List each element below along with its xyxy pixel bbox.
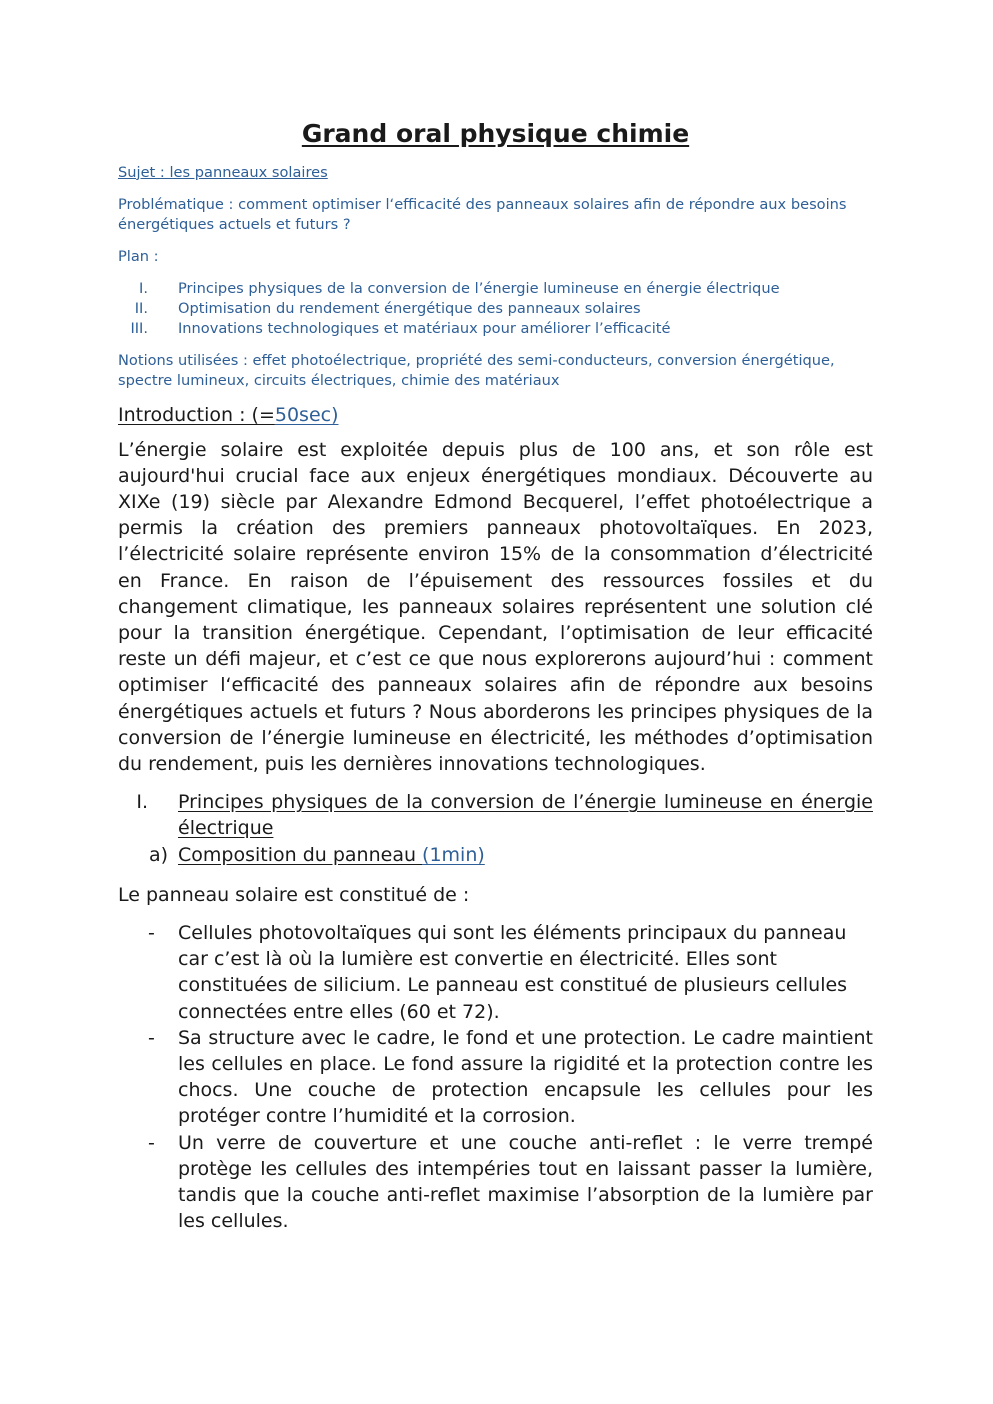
plan-item-text: Innovations technologiques et matériaux pour améliorer l’efficacité: [178, 319, 671, 337]
problematique: Problématique : comment optimiser l‘efficacité des panneaux solaires afin de répondre aux besoins énergétiques actuels et futurs ?: [118, 195, 847, 233]
intro-heading: [118, 403, 873, 427]
list-item-text: Cellules photovoltaïques qui sont les éléments principaux du panneau car c’est là où la lumière est convertie en électricité. Elles sont constituées de silicium. Le panneau est constitué de plusieurs cellules connectées entre elles (60 et 72).: [178, 921, 848, 1023]
document-page: [118, 118, 873, 1234]
intro-time: 50sec): [274, 403, 339, 426]
section-1-number: I.: [136, 791, 148, 814]
list-item-text: Sa structure avec le cadre, le fond et une protection. Le cadre maintient les cellules en place. Le fond assure la rigidité et la protection contre les chocs. Une couche de protection encapsule les cellules pour les protéger contre l’humidité et la corrosion.: [178, 1026, 873, 1128]
plan-item-number: II.: [134, 299, 148, 317]
subsection-a-time: (1min): [422, 843, 485, 866]
composition-intro: Le panneau solaire est constitué de :: [118, 883, 470, 906]
section-1-title: Principes physiques de la conversion de l’énergie lumineuse en énergie électrique: [178, 791, 873, 840]
dash-bullet: -: [148, 1131, 155, 1154]
plan-item-number: I.: [139, 279, 148, 297]
subject-line: Sujet : les panneaux solaires: [118, 163, 328, 181]
list-item: [118, 1025, 873, 1130]
composition-list: [118, 920, 873, 1234]
plan-list: [118, 279, 873, 339]
subsection-a-number: a): [148, 843, 168, 866]
plan-label: Plan :: [118, 247, 159, 265]
intro-label: Introduction : (=: [118, 403, 275, 426]
plan-item: [118, 299, 873, 319]
list-item: [118, 1130, 873, 1235]
section-1-heading: [118, 789, 873, 841]
plan-item-number: III.: [130, 319, 148, 337]
list-item: [118, 920, 873, 1025]
subsection-a-heading: [118, 842, 873, 868]
plan-item-text: Principes physiques de la conversion de l’énergie lumineuse en énergie électrique: [178, 279, 780, 297]
dash-bullet: -: [148, 921, 155, 944]
plan-item: [118, 319, 873, 339]
plan-item: [118, 279, 873, 299]
document-title: Grand oral physique chimie: [301, 119, 690, 148]
notions: Notions utilisées : effet photoélectrique, propriété des semi-conducteurs, conversion énergétique, spectre lumineux, circuits électriques, chimie des matériaux: [118, 351, 835, 389]
plan-item-text: Optimisation du rendement énergétique des panneaux solaires: [178, 299, 641, 317]
dash-bullet: -: [148, 1026, 155, 1049]
intro-paragraph: L’énergie solaire est exploitée depuis plus de 100 ans, et son rôle est aujourd'hui crucial face aux enjeux énergétiques mondiaux. Découverte au XIXe (19) siècle par Alexandre Edmond Becquerel, l’effet photoélectrique a permis la création des premiers panneaux photovoltaïques. En 2023, l’électricité solaire représente environ 15% de la consommation d’électricité en France. En raison de l’épuisement des ressources fossiles et du changement climatique, les panneaux solaires représentent une solution clé pour la transition énergétique. Cependant, l’optimisation de leur efficacité reste un défi majeur, et c’est ce que nous explorerons aujourd’hui : comment optimiser l‘efficacité des panneaux solaires afin de répondre aux besoins énergétiques actuels et futurs ? Nous aborderons les principes physiques de la conversion de l’énergie lumineuse en électricité, les méthodes d’optimisation du rendement, puis les dernières innovations technologiques.: [118, 438, 873, 775]
subsection-a-title: Composition du panneau: [178, 843, 423, 866]
list-item-text: Un verre de couverture et une couche anti-reflet : le verre trempé protège les cellules des intempéries tout en laissant passer la lumière, tandis que la couche anti-reflet maximise l’absorption de la lumière par les cellules.: [178, 1131, 873, 1233]
